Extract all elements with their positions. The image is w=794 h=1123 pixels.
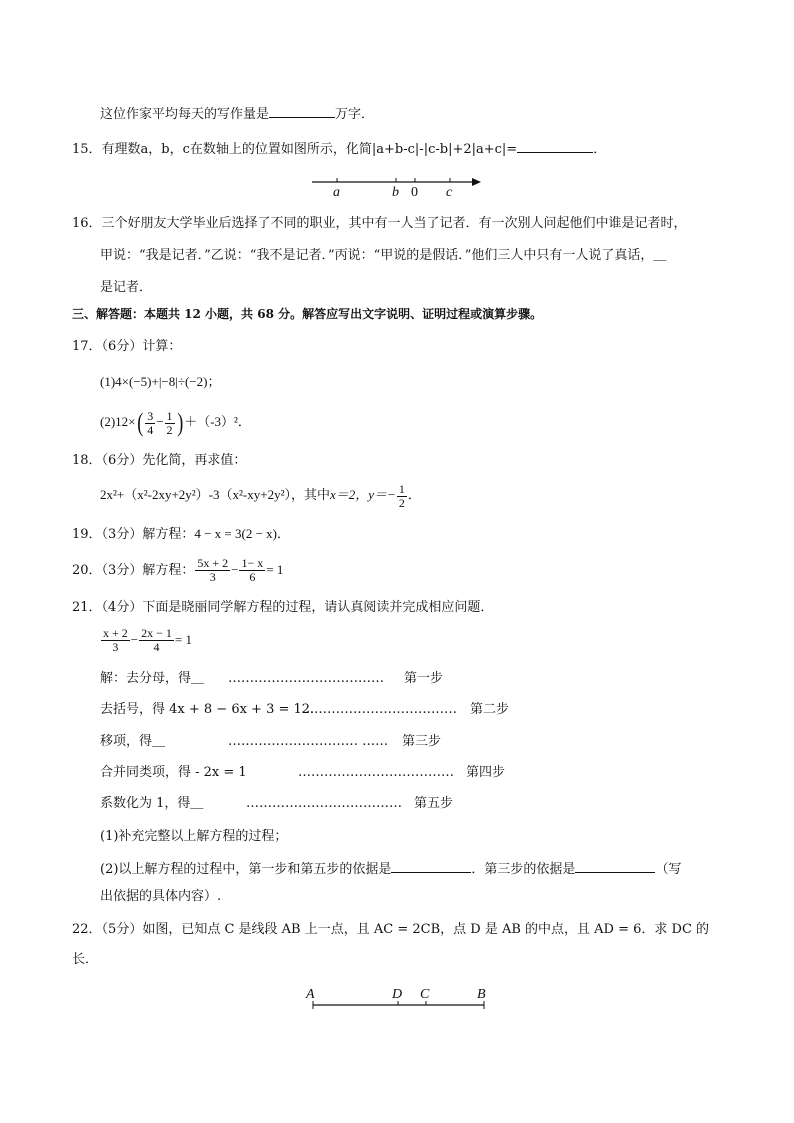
fraction-1-2: $\frac{1}{2}$ bbox=[398, 481, 405, 510]
question-number: 20． bbox=[72, 563, 102, 578]
segment-figure bbox=[300, 984, 500, 1014]
question-17 bbox=[72, 338, 181, 356]
step-2-dots: ……………………………… bbox=[301, 702, 457, 717]
question-number: 15． bbox=[72, 142, 102, 157]
question-number: 21． bbox=[72, 600, 102, 615]
label-a: a bbox=[333, 185, 340, 198]
q14-suffix: 万字． bbox=[335, 107, 375, 122]
q21-sub-1: (1)补充完整以上解方程的过程； bbox=[100, 829, 288, 844]
question-number: 16． bbox=[72, 216, 102, 231]
question-21 bbox=[72, 599, 493, 617]
q17-part-2: (2)12×( $\frac{3}{4}$ − $\frac{1}{2}$ )＋（-3）²． bbox=[100, 408, 251, 438]
question-22 bbox=[72, 921, 709, 939]
axis-arrow-icon bbox=[472, 178, 481, 186]
q14-text: 这位作家平均每天的写作量是 bbox=[100, 107, 270, 122]
number-line-figure bbox=[300, 168, 490, 198]
question-end: ． bbox=[593, 142, 607, 157]
fraction: $\frac{5x + 2}{3}$ bbox=[197, 556, 229, 584]
question-18 bbox=[72, 452, 246, 470]
question-15 bbox=[72, 139, 606, 159]
label-B: B bbox=[477, 987, 486, 1002]
step-3: 移项，得＿ bbox=[100, 734, 166, 749]
expression-lead: 12× bbox=[115, 414, 136, 429]
section-heading: 三、解答题：本题共 12 小题，共 68 分。解答应写出文字说明、证明过程或演算步骤。 bbox=[72, 307, 543, 321]
label-b: b bbox=[392, 185, 399, 198]
label-A: A bbox=[306, 987, 315, 1002]
fraction: $\frac{x + 2}{3}$ bbox=[103, 626, 128, 654]
step-1: 解：去分母，得＿ bbox=[100, 671, 205, 686]
expression: 2x²+（x²-2xy+2y²）-3（x²-xy+2y²），其中 bbox=[100, 487, 330, 502]
question-16 bbox=[72, 215, 687, 233]
answer-blank[interactable] bbox=[517, 139, 593, 153]
question-head: （6分）先化简，再求值： bbox=[101, 453, 247, 468]
step-3-dots: ………………………… …… bbox=[228, 734, 389, 749]
question-line-1: 三个好朋友大学毕业后选择了不同的职业，其中有一人当了记者．有一次别人问起他们中谁是记者时， bbox=[101, 216, 687, 231]
step-2-label: 第二步 bbox=[470, 702, 510, 717]
question-number: 19． bbox=[72, 527, 102, 542]
step-4-dots: ……………………………… bbox=[298, 765, 454, 780]
step-5: 系数化为 1，得＿ bbox=[100, 796, 204, 811]
question-number: 18． bbox=[72, 453, 102, 468]
question-16-line-3: 是记者． bbox=[100, 280, 153, 295]
question-head: （3分）解方程： bbox=[101, 527, 195, 542]
question-20: 20．（3分）解方程： $\frac{5x + 2}{3}$ − $\frac{1- x}{6}$ = 1 bbox=[72, 556, 284, 584]
fraction: $\frac{1- x}{6}$ bbox=[241, 556, 264, 584]
label-c: c bbox=[446, 185, 453, 198]
question-22-line-2: 长． bbox=[72, 952, 99, 967]
expression-tail: ＋（-3）²． bbox=[184, 414, 251, 429]
label-0: 0 bbox=[411, 185, 418, 198]
label-D: D bbox=[392, 987, 403, 1002]
q21-equation: $\frac{x + 2}{3}$ − $\frac{2x - 1}{4}$ = 1 bbox=[103, 626, 192, 654]
equation: 4 − x = 3(2 − x)． bbox=[194, 526, 290, 541]
q18-expression: 2x²+（x²-2xy+2y²）-3（x²-xy+2y²），其中x＝2，y＝− $\frac{1}{2}$ ． bbox=[100, 481, 421, 510]
step-1-dots: ……………………………… bbox=[228, 671, 384, 686]
answer-blank[interactable] bbox=[391, 859, 471, 873]
question-number: 22． bbox=[72, 922, 102, 937]
question-head: （6分）计算： bbox=[101, 339, 182, 354]
fraction-1-2: $\frac{1}{2}$ bbox=[166, 408, 173, 437]
step-3-label: 第三步 bbox=[402, 734, 442, 749]
question-number: 17． bbox=[72, 339, 102, 354]
q17-part-1 bbox=[100, 373, 221, 391]
step-4-label: 第四步 bbox=[466, 765, 506, 780]
question-19 bbox=[72, 525, 290, 544]
q14-continuation bbox=[100, 104, 374, 124]
q21-sub-2: (2)以上解方程的过程中，第一步和第五步的依据是 ．第三步的依据是 （写 bbox=[100, 859, 681, 879]
answer-blank[interactable] bbox=[575, 859, 655, 873]
question-line-1: （5分）如图，已知点 C 是线段 AB 上一点，且 AC = 2CB，点 D 是 AB 的中点，且 AD = 6．求 DC 的 bbox=[101, 922, 710, 937]
part-label: (1) bbox=[100, 374, 116, 389]
fraction: $\frac{2x - 1}{4}$ bbox=[141, 626, 172, 654]
expression: 4×(−5)+|−8|÷(−2)； bbox=[115, 374, 221, 389]
answer-blank[interactable] bbox=[269, 104, 335, 118]
question-16-line-2: 甲说：“我是记者．”乙说：“我不是记者．”丙说：“甲说的是假话．”他们三人中只有一人说了真话，＿ bbox=[100, 248, 667, 263]
step-5-dots: ……………………………… bbox=[246, 796, 402, 811]
label-C: C bbox=[420, 987, 430, 1002]
step-5-label: 第五步 bbox=[414, 796, 454, 811]
question-text: 有理数a，b，c在数轴上的位置如图所示，化简|a+b-c|-|c-b|+2|a+c|= bbox=[101, 142, 518, 157]
step-2: 去括号，得 4x + 8 − 6x + 3 = 12. bbox=[100, 702, 315, 717]
step-1-label: 第一步 bbox=[404, 671, 444, 686]
part-label: (2) bbox=[100, 414, 116, 429]
question-head: （3分）解方程： bbox=[101, 563, 195, 578]
q21-sub-2-line-2: 出依据的具体内容）. bbox=[100, 889, 222, 904]
fraction-3-4: $\frac{3}{4}$ bbox=[147, 408, 154, 437]
step-4: 合并同类项，得 - 2x = 1 bbox=[100, 765, 247, 780]
question-head: （4分）下面是晓丽同学解方程的过程，请认真阅读并完成相应问题． bbox=[101, 600, 494, 615]
